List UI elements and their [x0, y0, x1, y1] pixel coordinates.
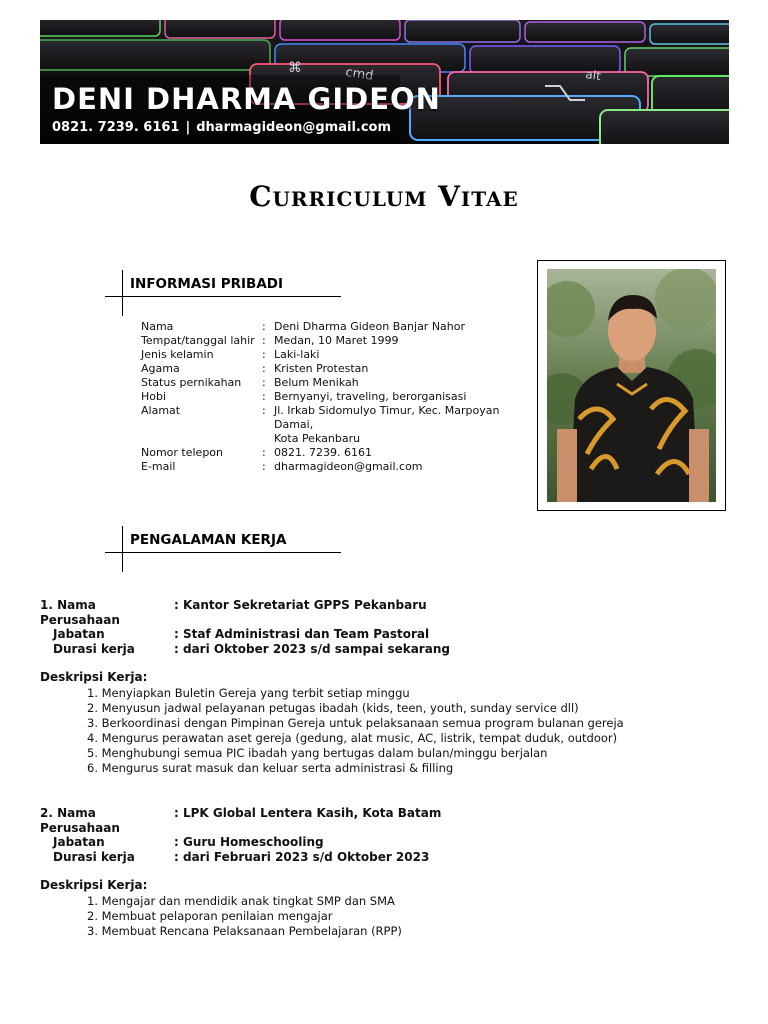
info-label: Status pernikahan	[141, 376, 242, 389]
info-colon: :	[262, 404, 266, 417]
info-value: 0821. 7239. 6161	[274, 446, 372, 459]
info-value: Laki-laki	[274, 348, 320, 361]
section-title-personal: INFORMASI PRIBADI	[130, 276, 284, 292]
info-colon: :	[262, 446, 266, 459]
info-label: Nama	[141, 320, 174, 333]
job-company-label: 1. Nama Perusahaan	[40, 598, 120, 627]
job-entry-2	[40, 806, 441, 939]
info-value: Medan, 10 Maret 1999	[274, 334, 399, 347]
job-duration: : dari Februari 2023 s/d Oktober 2023	[174, 849, 430, 864]
job-position: : Staf Administrasi dan Team Pastoral	[174, 627, 430, 641]
info-row	[141, 460, 534, 474]
alt-key-label: alt	[584, 67, 602, 84]
info-label	[141, 432, 262, 446]
info-colon: :	[262, 334, 266, 347]
list-item: 6. Mengurus surat masuk dan keluar serta administrasi & filling	[87, 761, 454, 775]
info-row	[141, 432, 534, 446]
info-value: Bernyanyi, traveling, berorganisasi	[274, 390, 467, 403]
info-colon: :	[262, 362, 266, 375]
job-company: : Kantor Sekretariat GPPS Pekanbaru	[174, 598, 427, 612]
job-company-label: 2. Nama Perusahaan	[40, 806, 120, 835]
command-symbol-icon: ⌘	[288, 60, 302, 76]
info-colon: :	[262, 320, 266, 333]
job-position-line	[40, 835, 441, 850]
job-position-label: Jabatan	[53, 627, 105, 641]
info-value: Kristen Protestan	[274, 362, 369, 375]
info-colon: :	[262, 348, 266, 361]
info-label: Jenis kelamin	[141, 348, 214, 361]
job-duration-line	[40, 850, 441, 865]
info-row	[141, 376, 534, 390]
job-position: : Guru Homeschooling	[174, 835, 324, 849]
job-duration-label: Durasi kerja	[53, 849, 135, 864]
info-label: Alamat	[141, 404, 181, 417]
personal-info-list	[141, 320, 534, 474]
header-banner	[40, 20, 729, 144]
page-title: Curriculum Vitae	[249, 180, 519, 213]
job-description-title: Deskripsi Kerja:	[40, 878, 148, 892]
info-colon: :	[262, 376, 266, 389]
job-task-list	[40, 894, 441, 939]
list-item: 2. Membuat pelaporan penilaian mengajar	[87, 909, 333, 923]
info-label: Nomor telepon	[141, 446, 224, 459]
job-duration-label: Durasi kerja	[53, 641, 135, 656]
section-vertical-line	[122, 270, 123, 316]
info-label: Tempat/tanggal lahir	[141, 334, 255, 347]
section-vertical-line	[122, 526, 123, 572]
job-duration-line	[40, 642, 624, 657]
section-header-personal	[105, 270, 341, 316]
info-label: E-mail	[141, 460, 176, 473]
list-item: 5. Menghubungi semua PIC ibadah yang bertugas dalam bulan/minggu berjalan	[87, 746, 548, 760]
info-colon: :	[262, 460, 266, 473]
job-duration: : dari Oktober 2023 s/d sampai sekarang	[174, 641, 450, 656]
info-value: Kota Pekanbaru	[274, 432, 361, 445]
section-horizontal-line	[105, 296, 341, 297]
job-company-line	[40, 806, 441, 835]
job-position-line	[40, 627, 624, 642]
job-task-list	[40, 686, 624, 776]
info-label: Agama	[141, 362, 180, 375]
section-title-experience: PENGALAMAN KERJA	[130, 532, 287, 548]
list-item: 4. Mengurus perawatan aset gereja (gedung, alat music, AC, listrik, tempat duduk, outdoor)	[87, 731, 618, 745]
info-colon: :	[262, 390, 266, 403]
info-row	[141, 446, 534, 460]
info-value: Belum Menikah	[274, 376, 359, 389]
info-row	[141, 320, 534, 334]
info-row	[141, 362, 534, 376]
profile-photo-frame	[537, 260, 726, 511]
header-name: DENI DHARMA GIDEON	[52, 82, 441, 116]
info-colon	[262, 432, 274, 446]
header-contact	[52, 120, 391, 135]
list-item: 2. Menyusun jadwal pelayanan petugas ibadah (kids, teen, youth, sunday service dll)	[87, 701, 579, 715]
section-horizontal-line	[105, 552, 341, 553]
job-entry-1	[40, 598, 624, 776]
info-value: dharmagideon@gmail.com	[274, 460, 423, 473]
section-header-experience	[105, 526, 341, 572]
list-item: 1. Mengajar dan mendidik anak tingkat SMP dan SMA	[87, 894, 395, 908]
header-phone: 0821. 7239. 6161	[52, 120, 180, 135]
job-company: : LPK Global Lentera Kasih, Kota Batam	[174, 806, 442, 820]
job-position-label: Jabatan	[53, 835, 105, 849]
info-row	[141, 390, 534, 404]
info-row	[141, 348, 534, 362]
profile-photo	[547, 269, 716, 502]
info-row	[141, 404, 534, 432]
info-value: Deni Dharma Gideon Banjar Nahor	[274, 320, 466, 333]
cmd-key-label: cmd	[344, 65, 375, 84]
job-description-title: Deskripsi Kerja:	[40, 670, 148, 684]
header-separator: |	[185, 120, 191, 135]
info-label: Hobi	[141, 390, 167, 403]
info-value: Jl. Irkab Sidomulyo Timur, Kec. Marpoyan Damai,	[274, 404, 500, 431]
list-item: 1. Menyiapkan Buletin Gereja yang terbit setiap minggu	[87, 686, 410, 700]
job-company-line	[40, 598, 624, 627]
header-email: dharmagideon@gmail.com	[196, 120, 392, 135]
list-item: 3. Membuat Rencana Pelaksanaan Pembelajaran (RPP)	[87, 924, 402, 938]
info-row	[141, 334, 534, 348]
list-item: 3. Berkoordinasi dengan Pimpinan Gereja untuk pelaksanaan semua program bulanan gereja	[87, 716, 624, 730]
